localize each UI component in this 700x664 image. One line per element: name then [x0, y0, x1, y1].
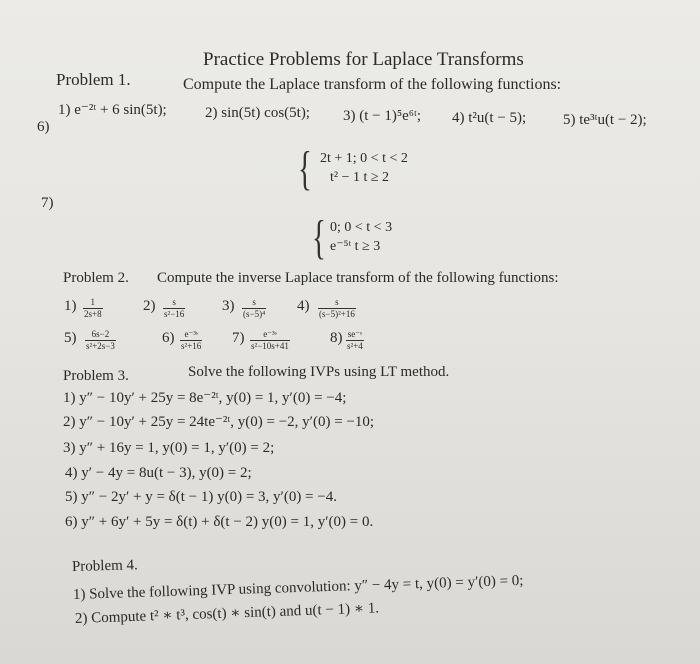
page-title: Practice Problems for Laplace Transforms — [203, 49, 524, 70]
problem-2-instruction: Compute the inverse Laplace transform of the following functions: — [157, 270, 559, 286]
p3-item-2: 2) y″ − 10y′ + 25y = 24te⁻²ᵗ, y(0) = −2, y′(0) = −10; — [63, 414, 375, 430]
p1-item-4: 4) t²u(t − 5); — [452, 110, 527, 126]
p1-item-3: 3) (t − 1)⁵e⁶ᵗ; — [343, 108, 422, 124]
p4-item-1: 1) Solve the following IVP using convolution: y″ − 4y = t, y(0) = y′(0) = 0; — [72, 572, 524, 603]
p1-item-5: 5) te³ᵗu(t − 2); — [563, 112, 647, 128]
p2-fraction-1-denominator: 2s+8 — [84, 309, 102, 319]
p2-fraction-2-numerator: s — [172, 297, 176, 307]
p1-case6-brace: { — [298, 142, 312, 195]
p2-fraction-5-denominator: s²+2s−3 — [86, 341, 115, 351]
p2-fraction-2 — [163, 298, 185, 319]
p2-label-5: 5) — [64, 330, 77, 346]
p2-fraction-8-numerator: se⁻ˢ — [347, 329, 362, 339]
p2-fraction-4-numerator: s — [335, 297, 339, 307]
p1-item-2: 2) sin(5t) cos(5t); — [205, 105, 310, 121]
p2-fraction-7 — [250, 330, 290, 351]
p1-label-6: 6) — [37, 119, 50, 135]
p1-case7-row-2: e⁻⁵ᵗ t ≥ 3 — [330, 239, 381, 254]
problem-2-heading: Problem 2. — [63, 270, 129, 286]
p2-fraction-3-numerator: s — [252, 297, 256, 307]
p2-fraction-3-denominator: (s−5)⁴ — [243, 309, 266, 319]
p1-item-1: 1) e⁻²ᵗ + 6 sin(5t); — [58, 102, 167, 118]
problem-1-instruction: Compute the Laplace transform of the following functions: — [183, 76, 562, 93]
p1-case7-brace: { — [312, 211, 326, 264]
p1-label-7: 7) — [41, 195, 54, 211]
p2-fraction-5-numerator: 6s−2 — [91, 329, 110, 339]
p2-label-4: 4) — [297, 298, 310, 314]
p3-item-3: 3) y″ + 16y = 1, y(0) = 1, y′(0) = 2; — [63, 440, 275, 456]
p3-item-1: 1) y″ − 10y′ + 25y = 8e⁻²ᵗ, y(0) = 1, y′(0) = −4; — [63, 390, 347, 406]
p2-label-7: 7) — [232, 330, 245, 346]
p2-label-6: 6) — [162, 330, 175, 346]
p2-fraction-6-numerator: e⁻³ˢ — [184, 329, 198, 339]
p2-fraction-3 — [242, 298, 266, 319]
p2-fraction-8-denominator: s²+4 — [347, 341, 363, 351]
problem-4-heading: Problem 4. — [71, 557, 139, 575]
p2-label-1: 1) — [64, 298, 77, 314]
p2-fraction-4-denominator: (s−5)²+16 — [319, 309, 355, 319]
p2-fraction-4 — [318, 298, 356, 319]
p2-label-3: 3) — [222, 298, 235, 314]
p2-label-8: 8) — [330, 330, 343, 346]
p1-case7-row-1: 0; 0 < t < 3 — [330, 220, 393, 235]
p2-fraction-6-denominator: s²+16 — [181, 341, 202, 351]
p2-fraction-5 — [85, 330, 116, 351]
problem-3-instruction: Solve the following IVPs using LT method. — [188, 364, 450, 380]
problem-1-heading: Problem 1. — [56, 70, 131, 89]
p1-case6-row-1: 2t + 1; 0 < t < 2 — [320, 151, 408, 166]
p3-item-4: 4) y′ − 4y = 8u(t − 3), y(0) = 2; — [65, 465, 252, 481]
p2-fraction-7-numerator: e⁻³ˢ — [263, 329, 277, 339]
p2-fraction-6 — [180, 330, 202, 351]
p2-fraction-7-denominator: s²−10s+41 — [251, 341, 289, 351]
p2-fraction-2-denominator: s²−16 — [164, 309, 185, 319]
p2-fraction-1 — [83, 298, 103, 319]
p3-item-5: 5) y″ − 2y′ + y = δ(t − 1) y(0) = 3, y′(0) = −4. — [65, 489, 337, 505]
p2-fraction-8 — [346, 330, 364, 351]
problem-3-heading: Problem 3. — [63, 368, 129, 384]
p3-item-6: 6) y″ + 6y′ + 5y = δ(t) + δ(t − 2) y(0) = 1, y′(0) = 0. — [65, 514, 374, 530]
p2-fraction-1-numerator: 1 — [90, 297, 96, 307]
p4-item-2: 2) Compute t² ∗ t³, cos(t) ∗ sin(t) and u(t − 1) ∗ 1. — [74, 600, 380, 627]
p2-label-2: 2) — [143, 298, 156, 314]
p1-case6-row-2: t² − 1 t ≥ 2 — [330, 170, 390, 185]
